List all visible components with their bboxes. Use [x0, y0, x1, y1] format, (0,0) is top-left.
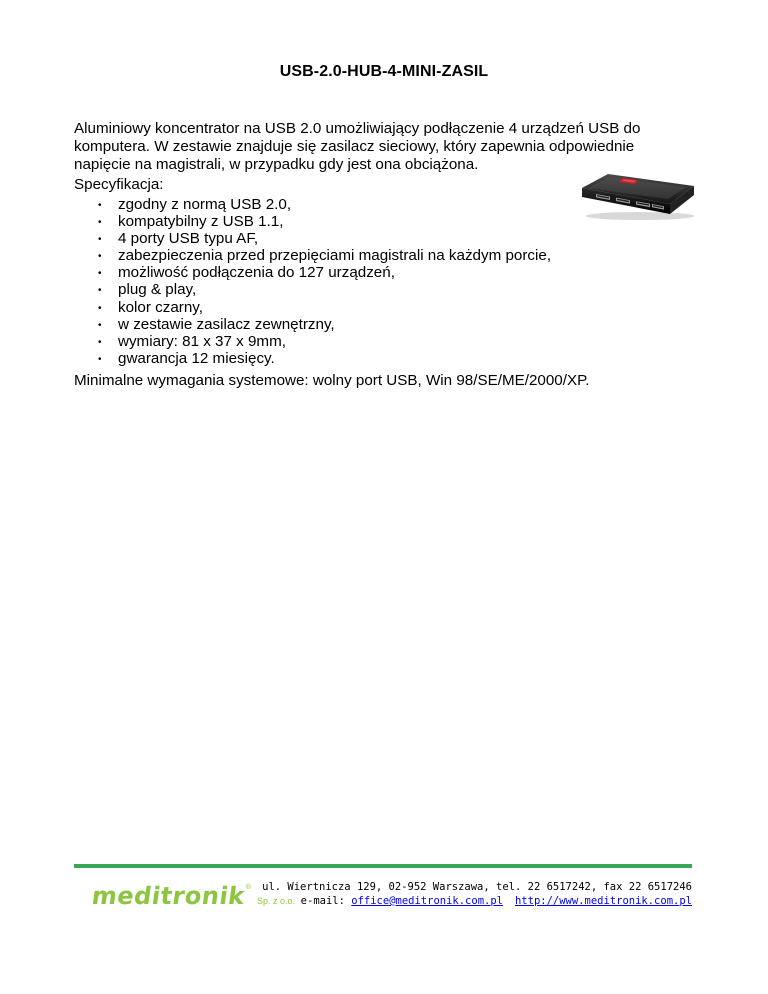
spec-item: • gwarancja 12 miesięcy. [74, 350, 551, 367]
spec-item: • kompatybilny z USB 1.1, [74, 213, 551, 230]
spec-label: Specyfikacja: [74, 176, 164, 193]
spec-item: • w zestawie zasilacz zewnętrzny, [74, 316, 551, 333]
spec-list [74, 196, 551, 367]
company-address: ul. Wiertnicza 129, 02-952 Warszawa, tel. 22 6517242, fax 22 6517246 [262, 881, 692, 893]
intro-paragraph: Aluminiowy koncentrator na USB 2.0 umożliwiający podłączenie 4 urządzeń USB do komputera. W zestawie znajduje się zasilacz sieciowy, który zapewnia odpowiednie napięcie na magistrali, w przypadku gdy jest ona obciążona. [74, 120, 641, 173]
usb-hub-product-image [578, 170, 696, 222]
website-link[interactable]: http://www.meditronik.com.pl [514, 895, 692, 907]
spec-item: • możliwość podłączenia do 127 urządzeń, [74, 264, 551, 281]
contact-links-line [262, 894, 692, 908]
spec-item: • zabezpieczenia przed przepięciami magistrali na każdym porcie, [74, 247, 551, 264]
document-title: USB-2.0-HUB-4-MINI-ZASIL [279, 63, 489, 80]
email-link[interactable]: office@meditronik.com.pl [351, 895, 503, 907]
spec-item: • 4 porty USB typu AF, [74, 230, 551, 247]
email-label: e-mail: [300, 895, 345, 907]
logo-registered-mark: ® [245, 884, 251, 891]
spec-item: • kolor czarny, [74, 299, 551, 316]
spec-item: • plug & play, [74, 281, 551, 298]
system-requirements: Minimalne wymagania systemowe: wolny port USB, Win 98/SE/ME/2000/XP. [74, 372, 590, 389]
logo-wordmark: meditronik [90, 882, 247, 910]
spec-item: • wymiary: 81 x 37 x 9mm, [74, 333, 551, 350]
logo-suffix: Sp. z o.o. [256, 896, 295, 906]
footer-divider [74, 864, 692, 868]
spec-item: • zgodny z normą USB 2.0, [74, 196, 551, 213]
contact-info [262, 880, 692, 908]
